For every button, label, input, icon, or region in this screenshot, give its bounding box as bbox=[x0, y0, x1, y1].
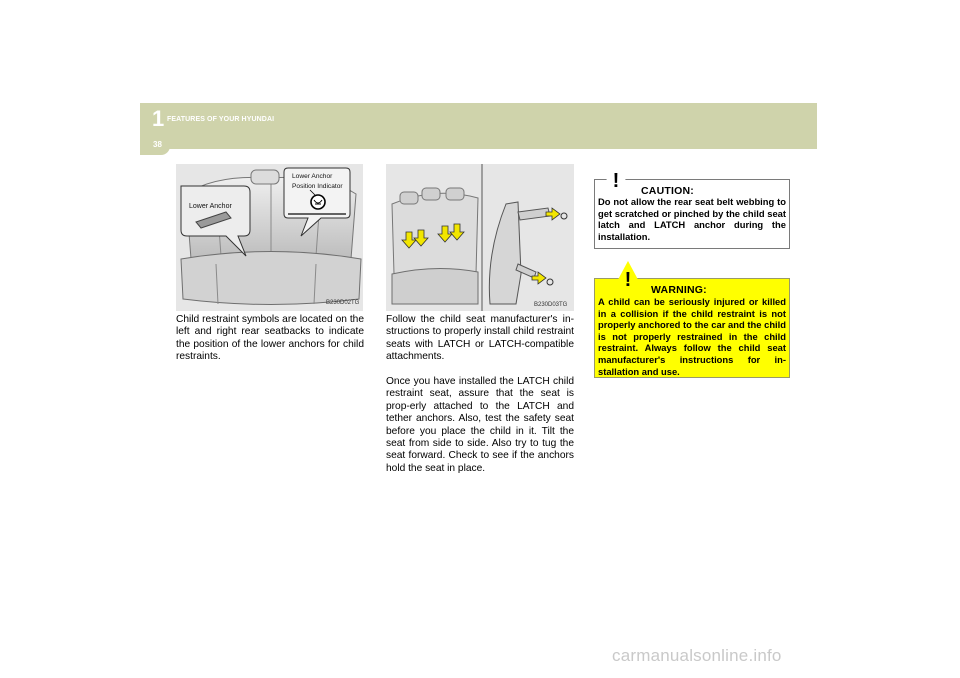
figure-latch-install bbox=[386, 164, 574, 311]
caution-triangle-icon bbox=[600, 162, 632, 192]
caution-title: CAUTION: bbox=[641, 185, 694, 197]
watermark: carmanualsonline.info bbox=[612, 646, 782, 665]
indicator-label-line1: Lower Anchor bbox=[292, 173, 333, 180]
figure-code: B230D03TG bbox=[534, 302, 568, 308]
anchor-indicator-icon bbox=[311, 195, 325, 209]
header-band bbox=[140, 103, 817, 149]
text-latch-instructions bbox=[386, 314, 574, 488]
chapter-title: FEATURES OF YOUR HYUNDAI bbox=[167, 116, 275, 123]
paragraph: Follow the child seat manufacturer's in-structions to properly install child restraint seats with LATCH or LATCH-compatible attachments. bbox=[386, 314, 574, 363]
lower-anchor-label: Lower Anchor bbox=[189, 203, 232, 210]
chapter-number: 1 bbox=[152, 106, 165, 131]
indicator-label-line2: Position Indicator bbox=[292, 183, 343, 190]
text-child-restraint-symbols bbox=[176, 314, 364, 376]
latch-illustration bbox=[386, 164, 574, 311]
warning-box bbox=[594, 278, 790, 378]
figure-code: B230D02TG bbox=[326, 300, 360, 306]
rear-seat-illustration bbox=[176, 164, 363, 311]
page-number: 38 bbox=[153, 140, 162, 149]
paragraph: Child restraint symbols are located on the left and right rear seatbacks to indicate the position of the lower anchors for child restraints. bbox=[176, 314, 364, 363]
paragraph: Once you have installed the LATCH child restraint seat, assure that the seat is prop-erly attached to the LATCH and tether anchors. Also, test the safety seat before you place the child in it. Tilt the seat from side to side. Also try to tug the seat forward. Check to see if the anchors hold the seat in place. bbox=[386, 376, 574, 474]
svg-text:!: ! bbox=[612, 170, 620, 192]
caution-body: Do not allow the rear seat belt webbing to get scratched or pinched by the child seat latch and LATCH anchor during the installation. bbox=[598, 196, 786, 242]
warning-triangle-icon bbox=[612, 261, 644, 291]
warning-title: WARNING: bbox=[651, 284, 707, 296]
warning-body: A child can be seriously injured or killed in a collision if the child restraint is not properly anchored to the car and the child is not properly restrained in the child restraint. Always follow the child seat manufacturer's instructions for in-stallation and use. bbox=[598, 296, 786, 377]
figure-lower-anchor bbox=[176, 164, 363, 311]
svg-text:!: ! bbox=[624, 269, 632, 291]
